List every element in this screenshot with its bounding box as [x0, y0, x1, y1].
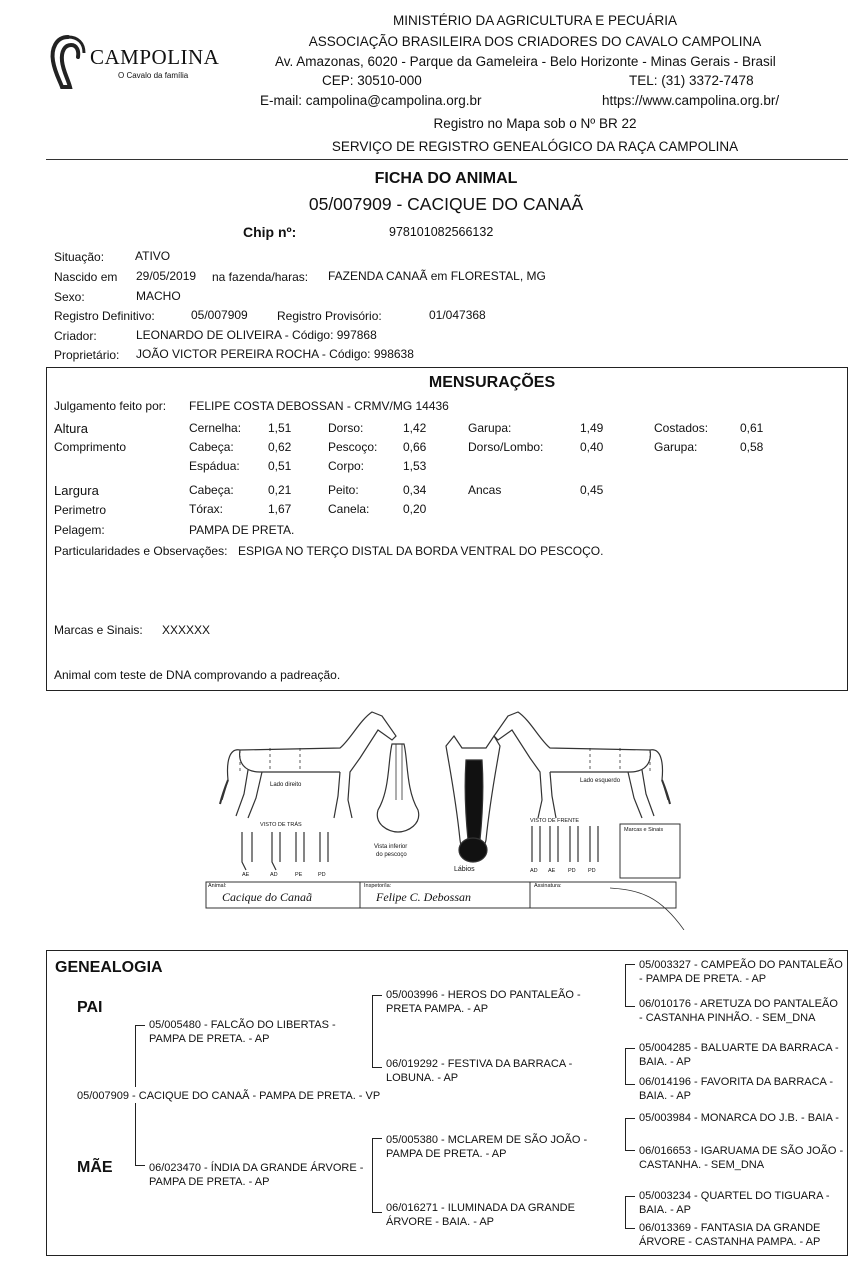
bisavo-entry-3: 05/004285 - BALUARTE DA BARRACA - BAIA. - AP [639, 1042, 839, 1068]
tree-line [625, 1196, 635, 1197]
ficha-title: FICHA DO ANIMAL [374, 170, 518, 187]
header-website: https://www.campolina.org.br/ [602, 93, 780, 108]
situacao-label: Situação: [54, 250, 105, 264]
torax-label: Tórax: [189, 502, 224, 516]
corpo-label: Corpo: [328, 459, 365, 473]
sexo-label: Sexo: [54, 290, 85, 304]
chip-label: Chip nº: [243, 224, 297, 240]
header-ministry: MINISTÉRIO DA AGRICULTURA E PECUÁRIA [392, 13, 678, 28]
campolina-logo [48, 33, 220, 89]
bisavo-entry-4: 06/014196 - FAVORITA DA BARRACA - BAIA. - AP [639, 1076, 834, 1102]
mae-entry: 06/023470 - ÍNDIA DA GRANDE ÁRVORE - PAMPA DE PRETA. - AP [149, 1162, 364, 1188]
visto-de-tras-label: VISTO DE TRÁS [260, 822, 302, 828]
torax-value: 1,67 [268, 502, 292, 516]
avo-materno-entry: 05/005380 - MCLAREM DE SÃO JOÃO - PAMPA DE PRETA. - AP [386, 1134, 588, 1160]
tree-line [625, 1150, 635, 1151]
sig-inspetor-handwriting: Felipe C. Debossan [376, 890, 471, 904]
tree-line [625, 1048, 635, 1049]
tree-line [372, 1067, 382, 1068]
bisavo-entry-7: 05/003234 - QUARTEL DO TIGUARA - BAIA. - AP [639, 1190, 830, 1216]
bisavo-entry-8: 06/013369 - FANTASIA DA GRANDE ÁRVORE - CASTANHA PAMPA. - AP [639, 1222, 821, 1248]
bisavo-entry-2: 06/010176 - ARETUZA DO PANTALEÃO - CASTANHA PINHÃO. - SEM_DNA [639, 998, 838, 1024]
garupa-label: Garupa: [468, 421, 512, 435]
particularidades-value: ESPIGA NO TERÇO DISTAL DA BORDA VENTRAL DO PESCOÇO. [238, 544, 604, 558]
front-leg-ad-label: AD [530, 868, 538, 874]
tree-line [625, 1228, 635, 1229]
tree-line [625, 964, 626, 1006]
lado-direito-label: Lado direito [270, 782, 302, 788]
peito-value: 0,34 [403, 483, 427, 497]
avo-paterna-entry: 06/019292 - FESTIVA DA BARRACA - LOBUNA. - AP [386, 1058, 573, 1084]
garupa-comprimento-label: Garupa: [654, 440, 698, 454]
sig-inspetor-label: Inspetor/ia: [364, 883, 392, 889]
marcas-sinais-box-label: Marcas e Sinais [624, 827, 664, 833]
logo-tagline: O Cavalo da família [118, 71, 189, 80]
bisavo-entry-1: 05/003327 - CAMPEÃO DO PANTALEÃO - PAMPA DE PRETA. - AP [639, 959, 843, 985]
labios-label: Lábios [454, 866, 475, 873]
header-registro-mapa: Registro no Mapa sob o Nº BR 22 [433, 116, 637, 131]
fazenda-value: FAZENDA CANAÃ em FLORESTAL, MG [328, 269, 546, 283]
header-divider [46, 159, 848, 160]
registro-definitivo-value: 05/007909 [191, 308, 248, 322]
tree-line [372, 1138, 382, 1139]
tree-line [625, 1118, 635, 1119]
chip-value: 978101082566132 [389, 225, 494, 239]
dna-note: Animal com teste de DNA comprovando a padreação. [54, 668, 341, 682]
logo-name: CAMPOLINA [90, 45, 220, 69]
proprietario-value: JOÃO VICTOR PEREIRA ROCHA - Código: 998638 [136, 347, 414, 361]
sig-assinatura-label: Assinatura: [534, 883, 562, 889]
front-leg-ae-label: AE [548, 868, 556, 874]
header-email: E-mail: campolina@campolina.org.br [260, 93, 482, 108]
garupa-value: 1,49 [580, 421, 604, 435]
tree-line [625, 964, 635, 965]
lado-esquerdo-label: Lado esquerdo [580, 778, 621, 784]
largura-cabeca-value: 0,21 [268, 483, 292, 497]
largura-cabeca-label: Cabeça: [189, 483, 234, 497]
bisavo-entry-5: 05/003984 - MONARCA DO J.B. - BAIA - [639, 1112, 839, 1124]
header-address: Av. Amazonas, 6020 - Parque da Gameleira - Belo Horizonte - Minas Gerais - Brasil [275, 54, 776, 69]
altura-label: Altura [54, 421, 88, 436]
pelagem-value: PAMPA DE PRETA. [189, 523, 295, 537]
registro-definitivo-label: Registro Definitivo: [54, 309, 155, 323]
dorso-label: Dorso: [328, 421, 364, 435]
tree-line [625, 1196, 626, 1228]
fazenda-label: na fazenda/haras: [212, 270, 309, 284]
ancas-label: Ancas [468, 483, 502, 497]
proprietario-label: Proprietário: [54, 348, 120, 362]
dorso-lombo-label: Dorso/Lombo: [468, 440, 544, 454]
tree-line [372, 995, 373, 1067]
genealogia-title: GENEALOGIA [55, 959, 163, 976]
cabeca-label: Cabeça: [189, 440, 234, 454]
horse-diagram [200, 700, 690, 930]
tree-line [135, 1025, 136, 1087]
largura-label: Largura [54, 483, 99, 498]
tree-line [372, 995, 382, 996]
front-leg-pd-label: PD [568, 868, 576, 874]
espadua-label: Espádua: [189, 459, 240, 473]
registro-provisorio-value: 01/047368 [429, 308, 486, 322]
leg-ae-label: AE [242, 872, 250, 878]
criador-label: Criador: [54, 329, 97, 343]
costados-label: Costados: [654, 421, 709, 435]
particularidades-label: Particularidades e Observações: [54, 544, 228, 558]
tree-line [135, 1025, 145, 1026]
espadua-value: 0,51 [268, 459, 292, 473]
tree-line [372, 1212, 382, 1213]
header-association: ASSOCIAÇÃO BRASILEIRA DOS CRIADORES DO CAVALO CAMPOLINA [308, 34, 762, 49]
nascido-value: 29/05/2019 [136, 269, 197, 283]
julgamento-label: Julgamento feito por: [54, 399, 167, 413]
header-cep: CEP: 30510-000 [322, 73, 422, 88]
do-pescoco-label: do pescoço [376, 852, 407, 858]
pai-entry: 05/005480 - FALCÃO DO LIBERTAS - PAMPA DE PRETA. - AP [149, 1019, 336, 1045]
animal-entry: 05/007909 - CACIQUE DO CANAÃ - PAMPA DE PRETA. - VP [77, 1090, 381, 1102]
costados-value: 0,61 [740, 421, 764, 435]
mae-label: MÃE [77, 1159, 113, 1176]
leg-pd-label: PD [318, 872, 326, 878]
cernelha-label: Cernelha: [189, 421, 242, 435]
garupa-comprimento-value: 0,58 [740, 440, 764, 454]
registro-provisorio-label: Registro Provisório: [277, 309, 382, 323]
situacao-value: ATIVO [135, 249, 171, 263]
perimetro-label: Perimetro [54, 503, 107, 517]
pescoco-label: Pescoço: [328, 440, 378, 454]
vista-inferior-label: Vista inferior [374, 844, 408, 850]
cernelha-value: 1,51 [268, 421, 292, 435]
mensuracoes-box [46, 367, 848, 691]
leg-pe-label: PE [295, 872, 303, 878]
avo-materna-entry: 06/016271 - ILUMINADA DA GRANDE ÁRVORE - BAIA. - AP [386, 1202, 575, 1228]
tree-line [625, 1006, 635, 1007]
tree-line [135, 1103, 136, 1165]
comprimento-label: Comprimento [54, 440, 127, 454]
tree-line [625, 1118, 626, 1150]
visto-de-frente-label: VISTO DE FRENTE [530, 818, 580, 824]
pescoco-value: 0,66 [403, 440, 427, 454]
criador-value: LEONARDO DE OLIVEIRA - Código: 997868 [136, 328, 377, 342]
tree-line [135, 1165, 145, 1166]
pai-label: PAI [77, 999, 103, 1016]
peito-label: Peito: [328, 483, 359, 497]
ancas-value: 0,45 [580, 483, 604, 497]
cabeca-value: 0,62 [268, 440, 292, 454]
bisavo-entry-6: 06/016653 - IGARUAMA DE SÃO JOÃO - CASTANHA. - SEM_DNA [639, 1145, 844, 1171]
header-tel: TEL: (31) 3372-7478 [629, 73, 754, 88]
horse-head-logo-icon [48, 33, 88, 89]
sig-animal-label: Animal: [208, 883, 227, 889]
header-service: SERVIÇO DE REGISTRO GENEALÓGICO DA RAÇA CAMPOLINA [331, 139, 739, 154]
tree-line [625, 1048, 626, 1084]
dorso-lombo-value: 0,40 [580, 440, 604, 454]
corpo-value: 1,53 [403, 459, 427, 473]
nascido-label: Nascido em [54, 270, 118, 284]
ficha-animal: 05/007909 - CACIQUE DO CANAÃ [308, 194, 584, 214]
julgamento-value: FELIPE COSTA DEBOSSAN - CRMV/MG 14436 [189, 399, 449, 413]
sexo-value: MACHO [136, 289, 181, 303]
tree-line [625, 1084, 635, 1085]
avo-paterno-entry: 05/003996 - HEROS DO PANTALEÃO - PRETA PAMPA. - AP [386, 989, 581, 1015]
leg-ad-label: AD [270, 872, 278, 878]
mensuracoes-title: MENSURAÇÕES [428, 374, 556, 391]
canela-label: Canela: [328, 502, 370, 516]
front-leg-pd2-label: PD [588, 868, 596, 874]
marcas-label: Marcas e Sinais: [54, 623, 143, 637]
pelagem-label: Pelagem: [54, 523, 105, 537]
marcas-value: XXXXXX [162, 623, 211, 637]
canela-value: 0,20 [403, 502, 427, 516]
sig-animal-handwriting: Cacique do Canaã [222, 890, 312, 904]
dorso-value: 1,42 [403, 421, 427, 435]
